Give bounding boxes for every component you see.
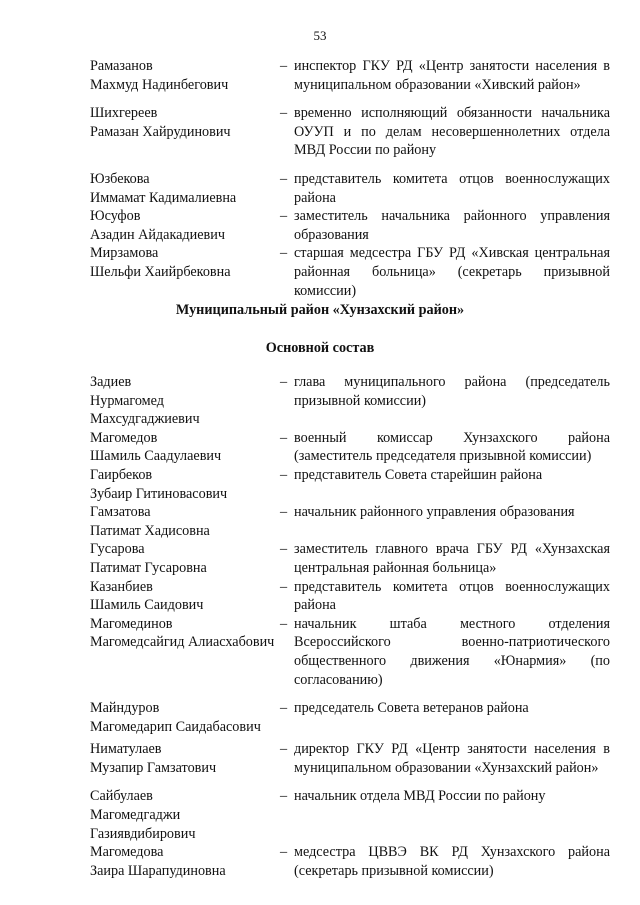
member-name bbox=[90, 843, 280, 880]
member-name bbox=[90, 699, 280, 736]
dash-marker: – bbox=[280, 208, 288, 225]
member-position-text: председатель Совета ветеранов района bbox=[294, 700, 529, 717]
member-name-line: Иммамат Кадималиевна bbox=[90, 189, 237, 206]
member-name bbox=[90, 787, 280, 843]
member-name bbox=[90, 207, 280, 244]
member-row bbox=[90, 104, 610, 160]
member-position bbox=[280, 615, 610, 689]
member-name bbox=[90, 104, 280, 160]
member-position-text: представитель Совета старейшин района bbox=[294, 466, 543, 483]
member-position-text: временно исполняющий обязанности начальника ОУУП и по делам несовершеннолетних отдела МВД России по району bbox=[294, 105, 610, 159]
member-name-line: Майндуров bbox=[90, 700, 160, 717]
member-name-line: Магомединов bbox=[90, 615, 173, 632]
member-position bbox=[280, 740, 610, 777]
member-name-line: Заира Шарапудиновна bbox=[90, 862, 226, 879]
member-name bbox=[90, 615, 280, 689]
member-name-line: Юсуфов bbox=[90, 208, 141, 225]
dash-marker: – bbox=[280, 58, 288, 74]
dash-marker: – bbox=[280, 170, 288, 187]
member-row bbox=[90, 244, 610, 300]
member-position-text: представитель комитета отцов военнослужащих района bbox=[294, 170, 610, 206]
member-position bbox=[280, 170, 610, 207]
dash-marker: – bbox=[280, 578, 288, 595]
member-row bbox=[90, 57, 610, 94]
page-number: 53 bbox=[313, 28, 327, 43]
member-position bbox=[280, 207, 610, 244]
member-position bbox=[280, 466, 610, 503]
member-position-text: заместитель главного врача ГБУ РД «Хунзахская центральная районная больница» bbox=[294, 541, 610, 576]
member-position-text: начальник штаба местного отделения Всероссийского военно-патриотического общественного движения «Юнармия» (по согласованию) bbox=[294, 615, 610, 688]
member-name-line: Зубаир Гитиновасович bbox=[90, 485, 228, 502]
member-row bbox=[90, 373, 610, 429]
member-position bbox=[280, 787, 610, 843]
dash-marker: – bbox=[280, 466, 288, 483]
member-position-text: медсестра ЦВВЭ ВК РД Хунзахского района (секретарь призывной комиссии) bbox=[294, 844, 610, 879]
member-row bbox=[90, 578, 610, 615]
member-name-line: Магомедгаджи bbox=[90, 807, 181, 824]
dash-marker: – bbox=[280, 741, 288, 758]
dash-marker: – bbox=[280, 245, 288, 262]
member-position-text: глава муниципального района (председатель призывной комиссии) bbox=[294, 374, 610, 409]
dash-marker: – bbox=[280, 105, 288, 122]
member-position bbox=[280, 843, 610, 880]
commission-list-top bbox=[90, 57, 610, 300]
member-name-line: Магомедова bbox=[90, 844, 164, 861]
member-name-line: Патимат Хадисовна bbox=[90, 522, 210, 539]
member-name-line: Задиев bbox=[90, 374, 132, 390]
member-name bbox=[90, 466, 280, 503]
member-position bbox=[280, 540, 610, 577]
member-name-line: Сайбулаев bbox=[90, 788, 153, 805]
member-name bbox=[90, 57, 280, 94]
member-name bbox=[90, 170, 280, 207]
member-name-line: Гаирбеков bbox=[90, 466, 153, 483]
member-row bbox=[90, 843, 610, 880]
member-name bbox=[90, 578, 280, 615]
member-row bbox=[90, 466, 610, 503]
member-position-text: директор ГКУ РД «Центр занятости населения в муниципальном образовании «Хунзахский район» bbox=[294, 741, 610, 776]
member-name-line: Мирзамова bbox=[90, 245, 159, 262]
member-name bbox=[90, 540, 280, 577]
member-name-line: Шельфи Хаийрбековна bbox=[90, 263, 231, 280]
member-name-line: Музапир Гамзатович bbox=[90, 759, 217, 776]
dash-marker: – bbox=[280, 541, 288, 558]
member-name bbox=[90, 373, 280, 429]
member-position bbox=[280, 699, 610, 736]
member-name-line: Шамиль Саадулаевич bbox=[90, 448, 222, 465]
member-position bbox=[280, 429, 610, 466]
member-row bbox=[90, 207, 610, 244]
member-position bbox=[280, 104, 610, 160]
member-position bbox=[280, 244, 610, 300]
member-row bbox=[90, 170, 610, 207]
member-name-line: Шамиль Саидович bbox=[90, 597, 204, 614]
member-position-text: заместитель начальника районного управления образования bbox=[294, 208, 610, 243]
member-position bbox=[280, 57, 610, 94]
dash-marker: – bbox=[280, 615, 288, 632]
member-row bbox=[90, 699, 610, 736]
member-position bbox=[280, 503, 610, 540]
member-name-line: Ниматулаев bbox=[90, 741, 162, 758]
member-row bbox=[90, 787, 610, 843]
member-name-line: Магомедарип Саидабасович bbox=[90, 718, 261, 735]
dash-marker: – bbox=[280, 504, 288, 521]
member-position-text: инспектор ГКУ РД «Центр занятости населения в муниципальном образовании «Хивский район» bbox=[294, 58, 610, 93]
member-name-line: Рамазанов bbox=[90, 58, 153, 74]
member-row bbox=[90, 540, 610, 577]
dash-marker: – bbox=[280, 429, 288, 446]
member-name-line: Юзбекова bbox=[90, 170, 150, 187]
member-position-text: начальник отдела МВД России по району bbox=[294, 788, 546, 805]
member-row bbox=[90, 503, 610, 540]
member-name-line: Гусарова bbox=[90, 541, 145, 558]
member-name-line: Патимат Гусаровна bbox=[90, 559, 207, 576]
dash-marker: – bbox=[280, 700, 288, 717]
member-position bbox=[280, 373, 610, 429]
member-name bbox=[90, 503, 280, 540]
member-position-text: представитель комитета отцов военнослужащих района bbox=[294, 578, 610, 614]
member-row bbox=[90, 615, 610, 689]
member-name-line: Махсудгаджиевич bbox=[90, 411, 200, 428]
member-position-text: старшая медсестра ГБУ РД «Хивская центральная районная больница» (секретарь призывной комиссии) bbox=[294, 245, 610, 299]
member-position-text: военный комиссар Хунзахского района (заместитель председателя призывной комиссии) bbox=[294, 429, 610, 465]
member-name bbox=[90, 740, 280, 777]
member-name-line: Магомедсайгид Алиасхабович bbox=[90, 634, 275, 651]
member-name-line: Азадин Айдакадиевич bbox=[90, 226, 225, 243]
dash-marker: – bbox=[280, 788, 288, 805]
section-title: Муниципальный район «Хунзахский район» bbox=[175, 302, 465, 318]
member-name-line: Магомедов bbox=[90, 429, 158, 446]
dash-marker: – bbox=[280, 374, 288, 390]
member-name-line: Шихгереев bbox=[90, 105, 158, 122]
member-row bbox=[90, 429, 610, 466]
member-position bbox=[280, 578, 610, 615]
member-name-line: Рамазан Хайрудинович bbox=[90, 123, 231, 140]
member-name-line: Нурмагомед bbox=[90, 392, 164, 409]
subsection-title: Основной состав bbox=[265, 340, 375, 356]
commission-list-main bbox=[90, 373, 610, 880]
member-name bbox=[90, 244, 280, 300]
member-name bbox=[90, 429, 280, 466]
member-name-line: Казанбиев bbox=[90, 578, 153, 595]
member-name-line: Махмуд Надинбегович bbox=[90, 76, 229, 93]
member-row bbox=[90, 740, 610, 777]
dash-marker: – bbox=[280, 844, 288, 861]
member-position-text: начальник районного управления образования bbox=[294, 504, 575, 521]
member-name-line: Газиявдибирович bbox=[90, 825, 196, 842]
member-name-line: Гамзатова bbox=[90, 504, 151, 521]
